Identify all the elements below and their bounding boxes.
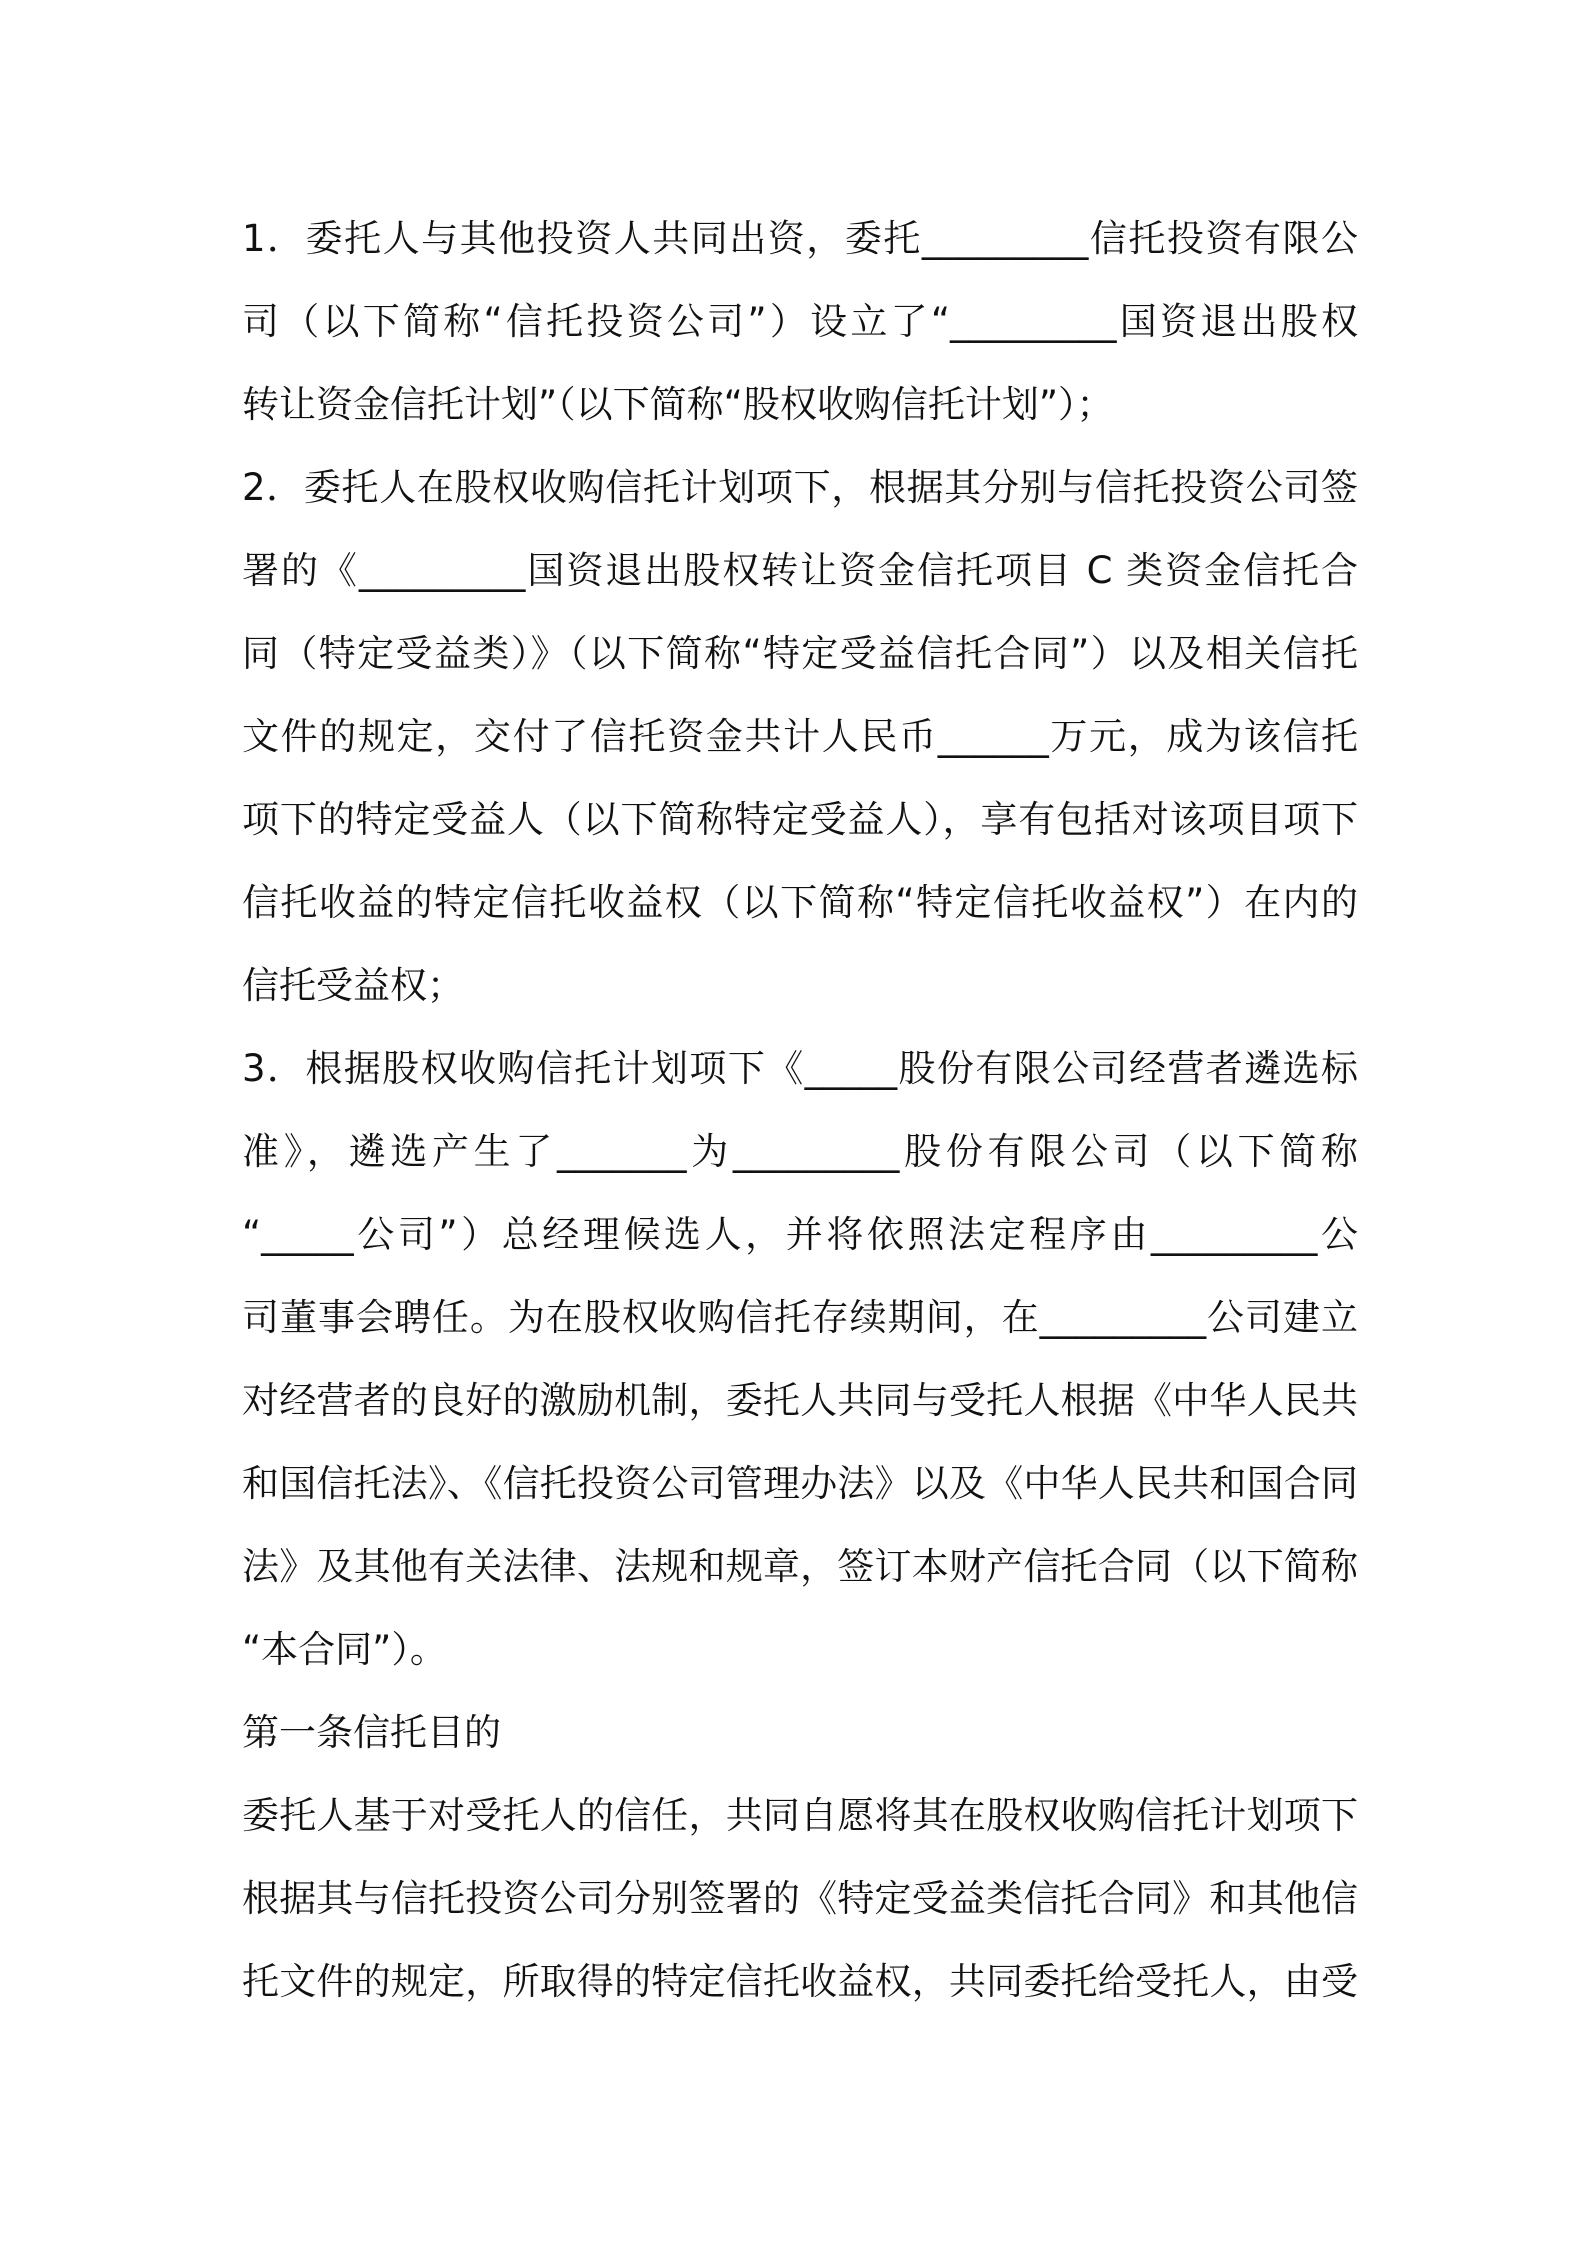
text-line: 文件的规定，交付了信托资金共计人民币______万元，成为该信托 — [242, 715, 1358, 758]
text-line: 准》，遴选产生了_______为_________股份有限公司（以下简称 — [242, 1130, 1358, 1173]
text-line: 3．根据股权收购信托计划项下《_____股份有限公司经营者遴选标 — [242, 1047, 1358, 1090]
section-heading: 第一条信托目的 — [242, 1711, 501, 1754]
text-line: 项下的特定受益人（以下简称特定受益人），享有包括对该项目项下 — [242, 798, 1358, 841]
text-line: “_____公司”）总经理候选人，并将依照法定程序由_________公 — [242, 1213, 1358, 1256]
document-page — [242, 197, 1358, 2023]
text-line: 司（以下简称“信托投资公司”）设立了“_________国资退出股权 — [242, 300, 1358, 343]
text-line: “本合同”）。 — [242, 1628, 447, 1671]
text-line: 对经营者的良好的激励机制，委托人共同与受托人根据《中华人民共 — [242, 1379, 1358, 1422]
text-line: 信托受益权； — [242, 964, 464, 1007]
text-line: 转让资金信托计划”（以下简称“股权收购信托计划”）； — [242, 383, 1114, 426]
text-line: 1．委托人与其他投资人共同出资，委托_________信托投资有限公 — [242, 217, 1358, 260]
text-line: 同（特定受益类）》（以下简称“特定受益信托合同”）以及相关信托 — [242, 632, 1358, 675]
text-line: 信托收益的特定信托收益权（以下简称“特定信托收益权”）在内的 — [242, 881, 1358, 924]
text-line: 委托人基于对受托人的信任，共同自愿将其在股权收购信托计划项下 — [242, 1794, 1358, 1837]
text-line: 托文件的规定，所取得的特定信托收益权，共同委托给受托人，由受 — [242, 1960, 1358, 2003]
text-line: 2．委托人在股权收购信托计划项下，根据其分别与信托投资公司签 — [242, 466, 1358, 509]
text-line: 根据其与信托投资公司分别签署的《特定受益类信托合同》和其他信 — [242, 1877, 1358, 1920]
text-line: 司董事会聘任。为在股权收购信托存续期间，在_________公司建立 — [242, 1296, 1358, 1339]
text-line: 署的《_________国资退出股权转让资金信托项目 C 类资金信托合 — [242, 549, 1358, 592]
text-line: 和国信托法》、《信托投资公司管理办法》以及《中华人民共和国合同 — [242, 1462, 1358, 1505]
text-line: 法》及其他有关法律、法规和规章，签订本财产信托合同（以下简称 — [242, 1545, 1358, 1588]
